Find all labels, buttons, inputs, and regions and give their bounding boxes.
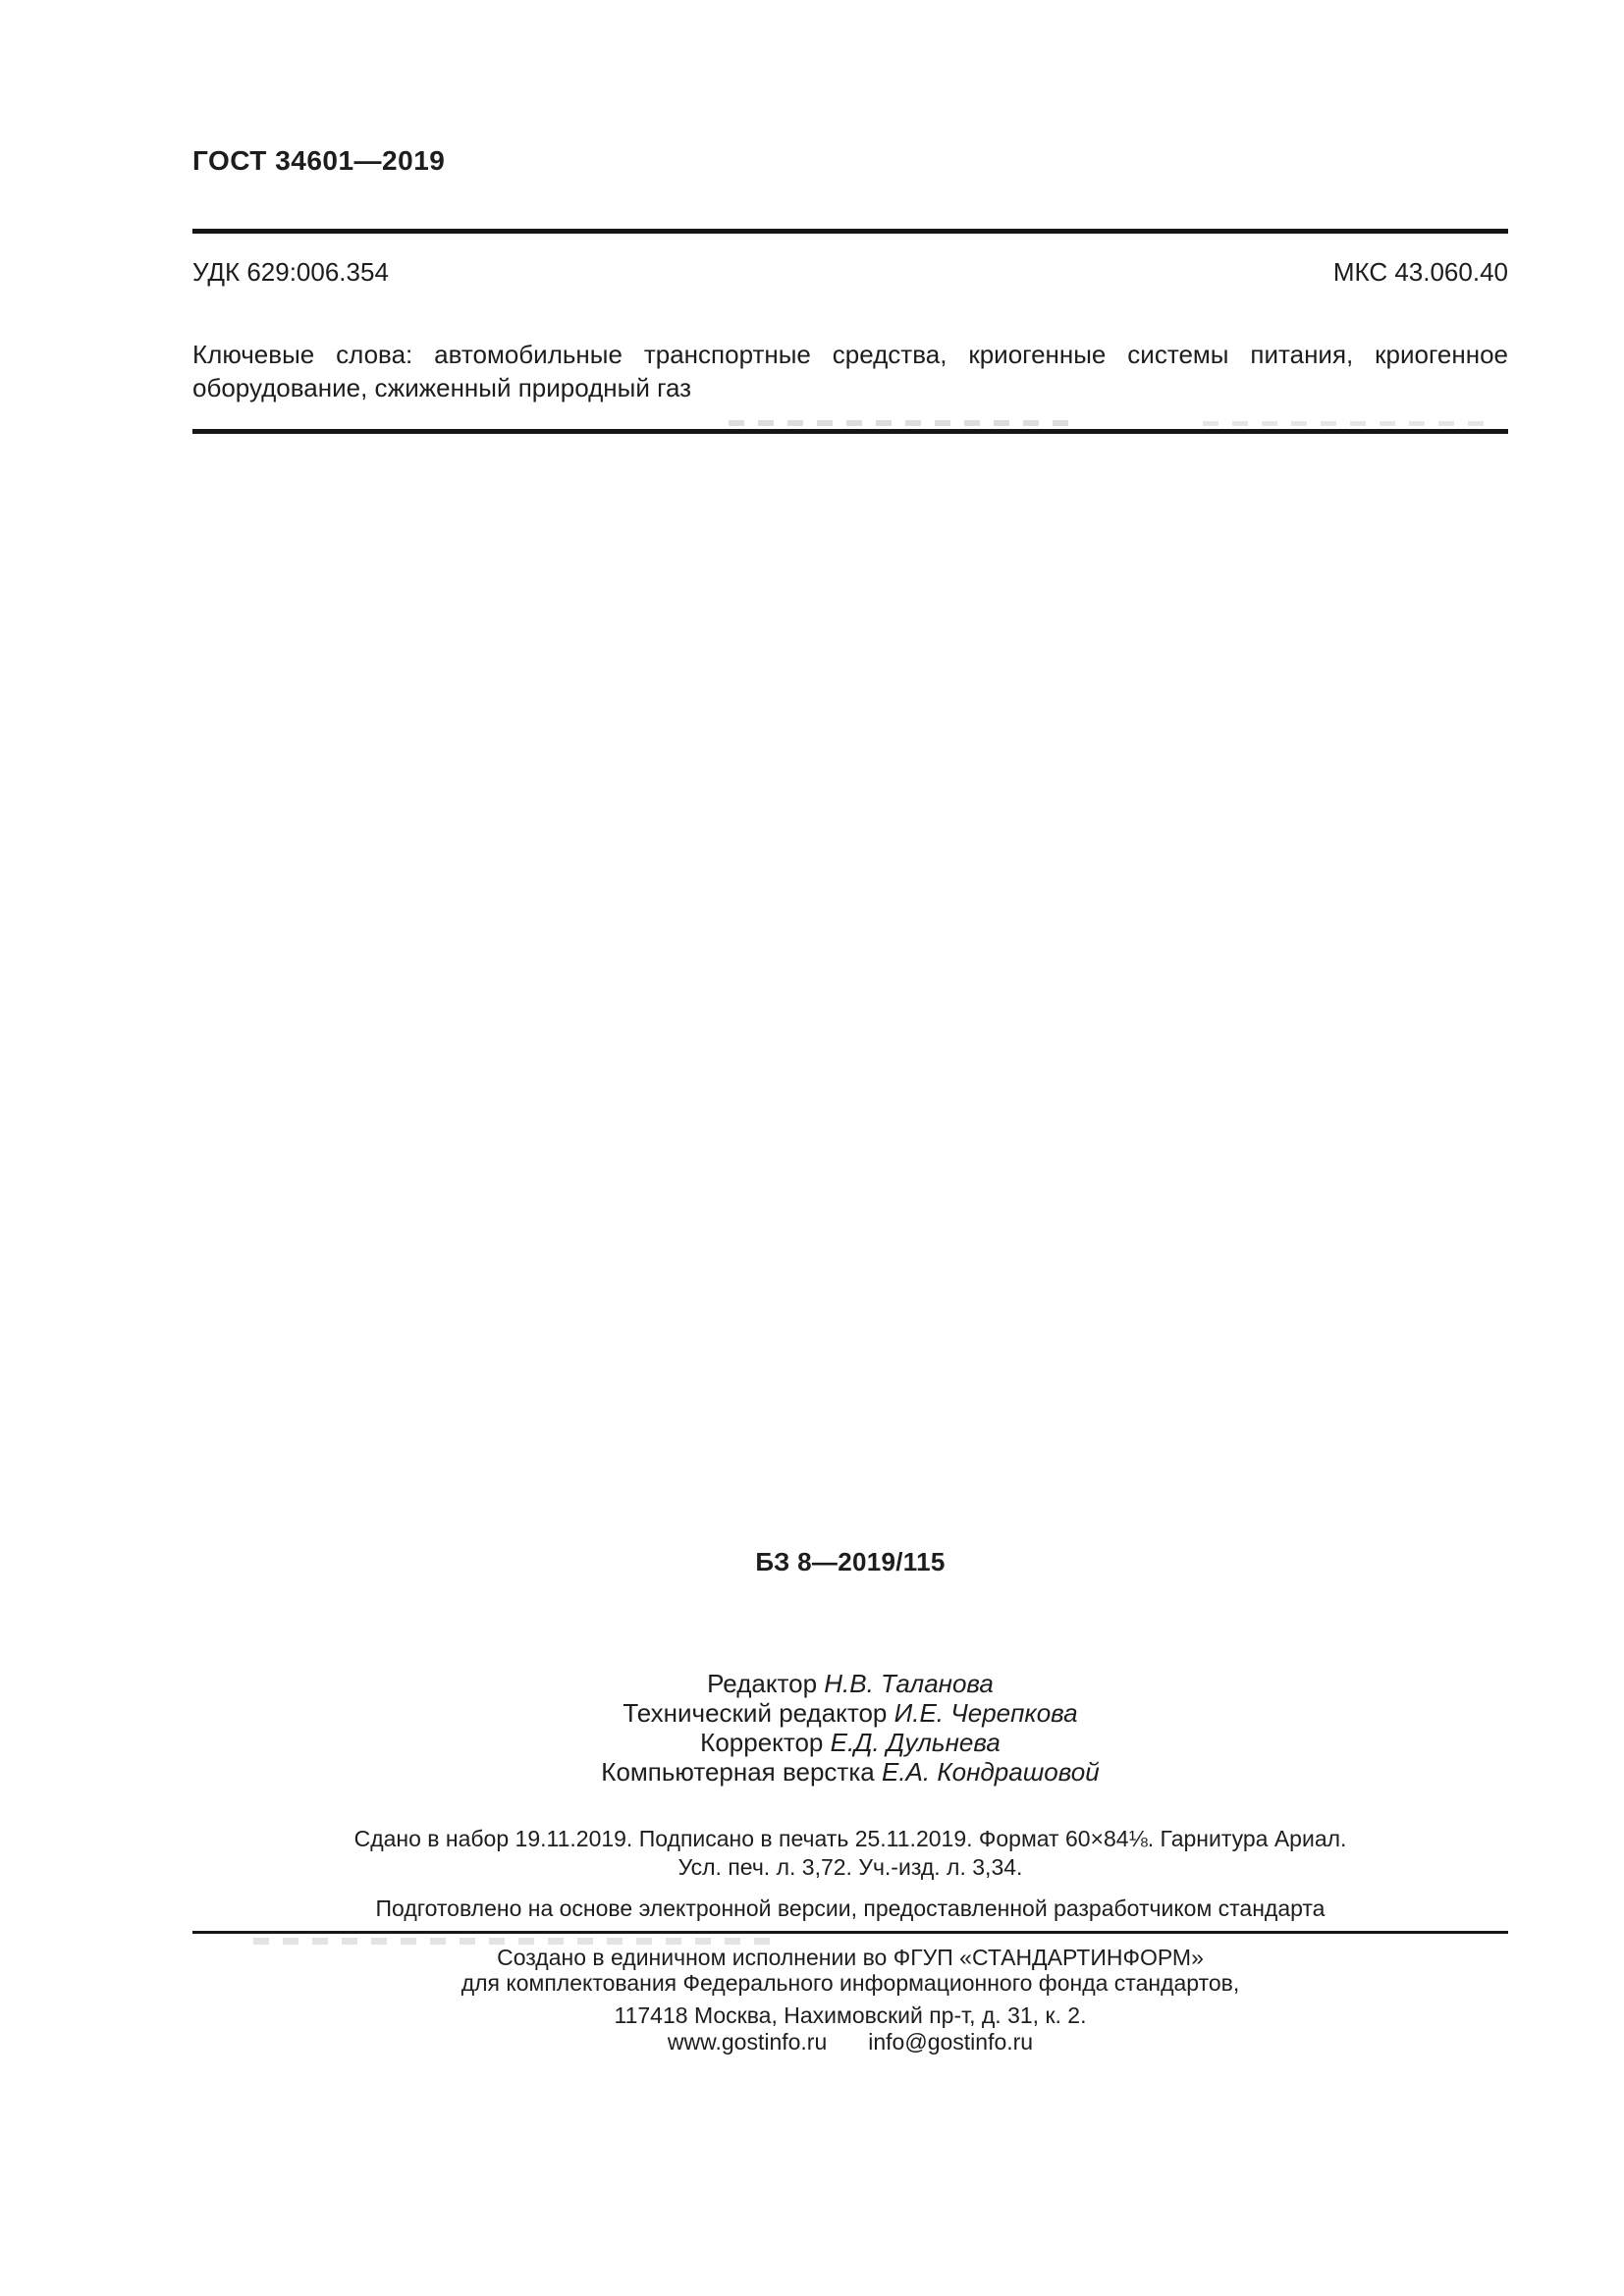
imprint-block [192,1825,1508,1882]
keywords-line-1: Ключевые слова: автомобильные транспортные средства, криогенные системы питания, криогенное [192,340,1508,369]
udk-code: УДК 629:006.354 [192,257,389,287]
scan-artifact [253,1938,774,1945]
credit-role: Редактор [707,1669,818,1698]
publisher-website: www.gostinfo.ru [667,2029,828,2055]
mks-code: МКС 43.060.40 [1332,257,1508,287]
keywords-paragraph [192,338,1508,404]
imprint-line-2: Усл. печ. л. 3,72. Уч.-изд. л. 3,34. [677,1854,1023,1880]
batch-code: БЗ 8—2019/115 [755,1547,946,1576]
classification-row [192,257,1508,288]
credit-role: Технический редактор [623,1698,888,1728]
divider-keywords [192,429,1508,434]
credit-name: Е.Д. Дульнева [830,1728,1001,1757]
imprint-line-1: Сдано в набор 19.11.2019. Подписано в печать 25.11.2019. Формат 60×84⅛. Гарнитура Ариал. [353,1826,1347,1851]
scan-artifact [729,420,1072,426]
credit-role: Компьютерная верстка [601,1757,875,1787]
credit-line-proofreader [192,1728,1508,1757]
divider-bottom [192,1931,1508,1934]
credit-line-editor [192,1669,1508,1698]
publisher-address: 117418 Москва, Нахимовский пр-т, д. 31, к. 2. [614,2002,1087,2028]
credit-name: И.Е. Черепкова [893,1698,1078,1728]
credit-name: Е.А. Кондрашовой [881,1757,1100,1787]
publisher-contacts [192,2029,1508,2056]
publisher-block [192,1945,1508,1996]
keywords-line-2: оборудование, сжиженный природный газ [192,373,692,402]
credit-name: Н.В. Таланова [824,1669,994,1698]
divider-top [192,229,1508,234]
credit-role: Корректор [700,1728,824,1757]
publisher-line-1: Создано в единичном исполнении во ФГУП «СТАНДАРТИНФОРМ» [497,1945,1204,1970]
credit-line-layout [192,1757,1508,1787]
prepared-note: Подготовлено на основе электронной версии, предоставленной разработчиком стандарта [375,1896,1326,1921]
publisher-line-2: для комплектования Федерального информационного фонда стандартов, [460,1970,1240,1996]
credit-line-technical-editor [192,1698,1508,1728]
publisher-email: info@gostinfo.ru [868,2029,1034,2055]
standard-code: ГОСТ 34601—2019 [192,145,446,176]
scan-artifact [1203,421,1497,426]
credits-block [192,1669,1508,1787]
